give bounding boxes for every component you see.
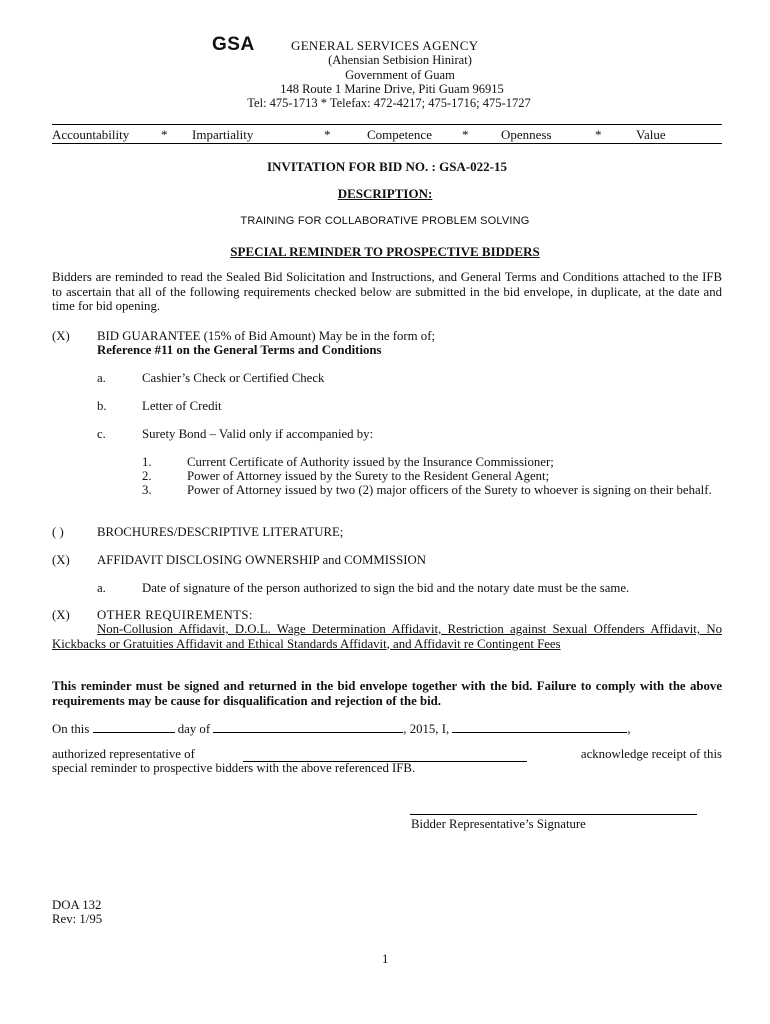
- description-text: TRAINING FOR COLLABORATIVE PROBLEM SOLVING: [240, 215, 530, 227]
- motto-star: *: [595, 127, 602, 142]
- page-number: 1: [382, 952, 389, 966]
- req3-item-text: Date of signature of the person authorized to sign the bid and the notary date must be the same.: [142, 581, 630, 595]
- month-field[interactable]: [213, 720, 403, 733]
- intro-paragraph: Bidders are reminded to read the Sealed Bid Solicitation and Instructions, and General Terms and Conditions attached to the IFB to ascertain that all of the following requirements checked below are submitted in the bid envelope, in duplicate, at the date and time for bid opening.: [52, 270, 722, 313]
- req4-text: OTHER REQUIREMENTS:: [97, 608, 253, 622]
- req1-item-letter: c.: [97, 427, 106, 441]
- motto-openness: Openness: [501, 127, 552, 142]
- motto-star: *: [462, 127, 469, 142]
- surety-sub-number: 2.: [142, 469, 152, 483]
- description-heading: DESCRIPTION:: [337, 186, 433, 201]
- surety-sub-text: Current Certificate of Authority issued by the Insurance Commissioner;: [187, 455, 554, 469]
- req1-item-text: Cashier’s Check or Certified Check: [142, 371, 325, 385]
- req4-detail: Non-Collusion Affidavit, D.O.L. Wage Determination Affidavit, Restriction against Sexual Offenders Affidavit, No Kickbacks or Gratuities Affidavit and Ethical Standards Affidavit, and Affidavit re Contingent Fees: [52, 622, 722, 651]
- ack-day-of: day of: [177, 722, 211, 736]
- ack-acknowledge: acknowledge receipt of this: [580, 747, 722, 761]
- ack-comma: ,: [627, 722, 631, 736]
- ack-authorized: authorized representative of: [52, 747, 195, 761]
- agency-name: GENERAL SERVICES AGENCY: [291, 38, 479, 53]
- address-line: 148 Route 1 Marine Drive, Piti Guam 96915: [280, 82, 504, 96]
- req2-text: BROCHURES/DESCRIPTIVE LITERATURE;: [97, 525, 344, 539]
- req3-checkbox: (X): [52, 553, 70, 567]
- req2-checkbox: ( ): [52, 525, 64, 539]
- gsa-logo: GSA: [212, 34, 255, 55]
- phone-line: Tel: 475-1713 * Telefax: 472-4217; 475-1716; 475-1727: [247, 96, 531, 110]
- req1-text: BID GUARANTEE (15% of Bid Amount) May be in the form of;: [97, 329, 436, 343]
- header-rule-top: [52, 124, 722, 125]
- req1-item-text: Surety Bond – Valid only if accompanied by:: [142, 427, 374, 441]
- agency-chamorro-name: (Ahensian Setbision Hinirat): [328, 53, 472, 67]
- ack-line-1: [52, 720, 722, 737]
- surety-sub-text: Power of Attorney issued by the Surety to the Resident General Agent;: [187, 469, 550, 483]
- signature-line[interactable]: [410, 814, 697, 815]
- reminder-heading: SPECIAL REMINDER TO PROSPECTIVE BIDDERS: [230, 244, 540, 259]
- req3-text: AFFIDAVIT DISCLOSING OWNERSHIP and COMMISSION: [97, 553, 426, 567]
- req1-item-text: Letter of Credit: [142, 399, 222, 413]
- req1-item-letter: b.: [97, 399, 107, 413]
- motto-competence: Competence: [367, 127, 432, 142]
- ack-year: , 2015, I,: [403, 722, 450, 736]
- header-rule-bottom: [52, 143, 722, 144]
- motto-values: [52, 127, 722, 143]
- name-field[interactable]: [452, 720, 627, 733]
- day-field[interactable]: [93, 720, 175, 733]
- req3-item-letter: a.: [97, 581, 106, 595]
- req4-checkbox: (X): [52, 608, 70, 622]
- form-revision: Rev: 1/95: [52, 912, 103, 926]
- form-number: DOA 132: [52, 898, 102, 912]
- ack-on-this: On this: [52, 722, 90, 736]
- motto-value: Value: [636, 127, 666, 142]
- req1-item-letter: a.: [97, 371, 106, 385]
- motto-impartiality: Impartiality: [192, 127, 254, 142]
- government-line: Government of Guam: [345, 68, 455, 82]
- surety-sub-number: 3.: [142, 483, 152, 497]
- warning-notice: This reminder must be signed and returned in the bid envelope together with the bid. Failure to comply with the above requirements may be cause for disqualification and rejection of the bid.: [52, 679, 722, 708]
- motto-accountability: Accountability: [52, 127, 130, 142]
- bid-title: INVITATION FOR BID NO. : GSA-022-15: [266, 159, 508, 174]
- signature-label: Bidder Representative’s Signature: [411, 817, 586, 831]
- motto-star: *: [324, 127, 331, 142]
- req1-checkbox: (X): [52, 329, 70, 343]
- req1-reference: Reference #11 on the General Terms and Conditions: [97, 343, 382, 357]
- surety-sub-number: 1.: [142, 455, 152, 469]
- surety-sub-text: Power of Attorney issued by two (2) major officers of the Surety to whoever is signing on their behalf.: [187, 483, 712, 497]
- ack-line-2: special reminder to prospective bidders with the above referenced IFB.: [52, 761, 416, 775]
- motto-star: *: [161, 127, 168, 142]
